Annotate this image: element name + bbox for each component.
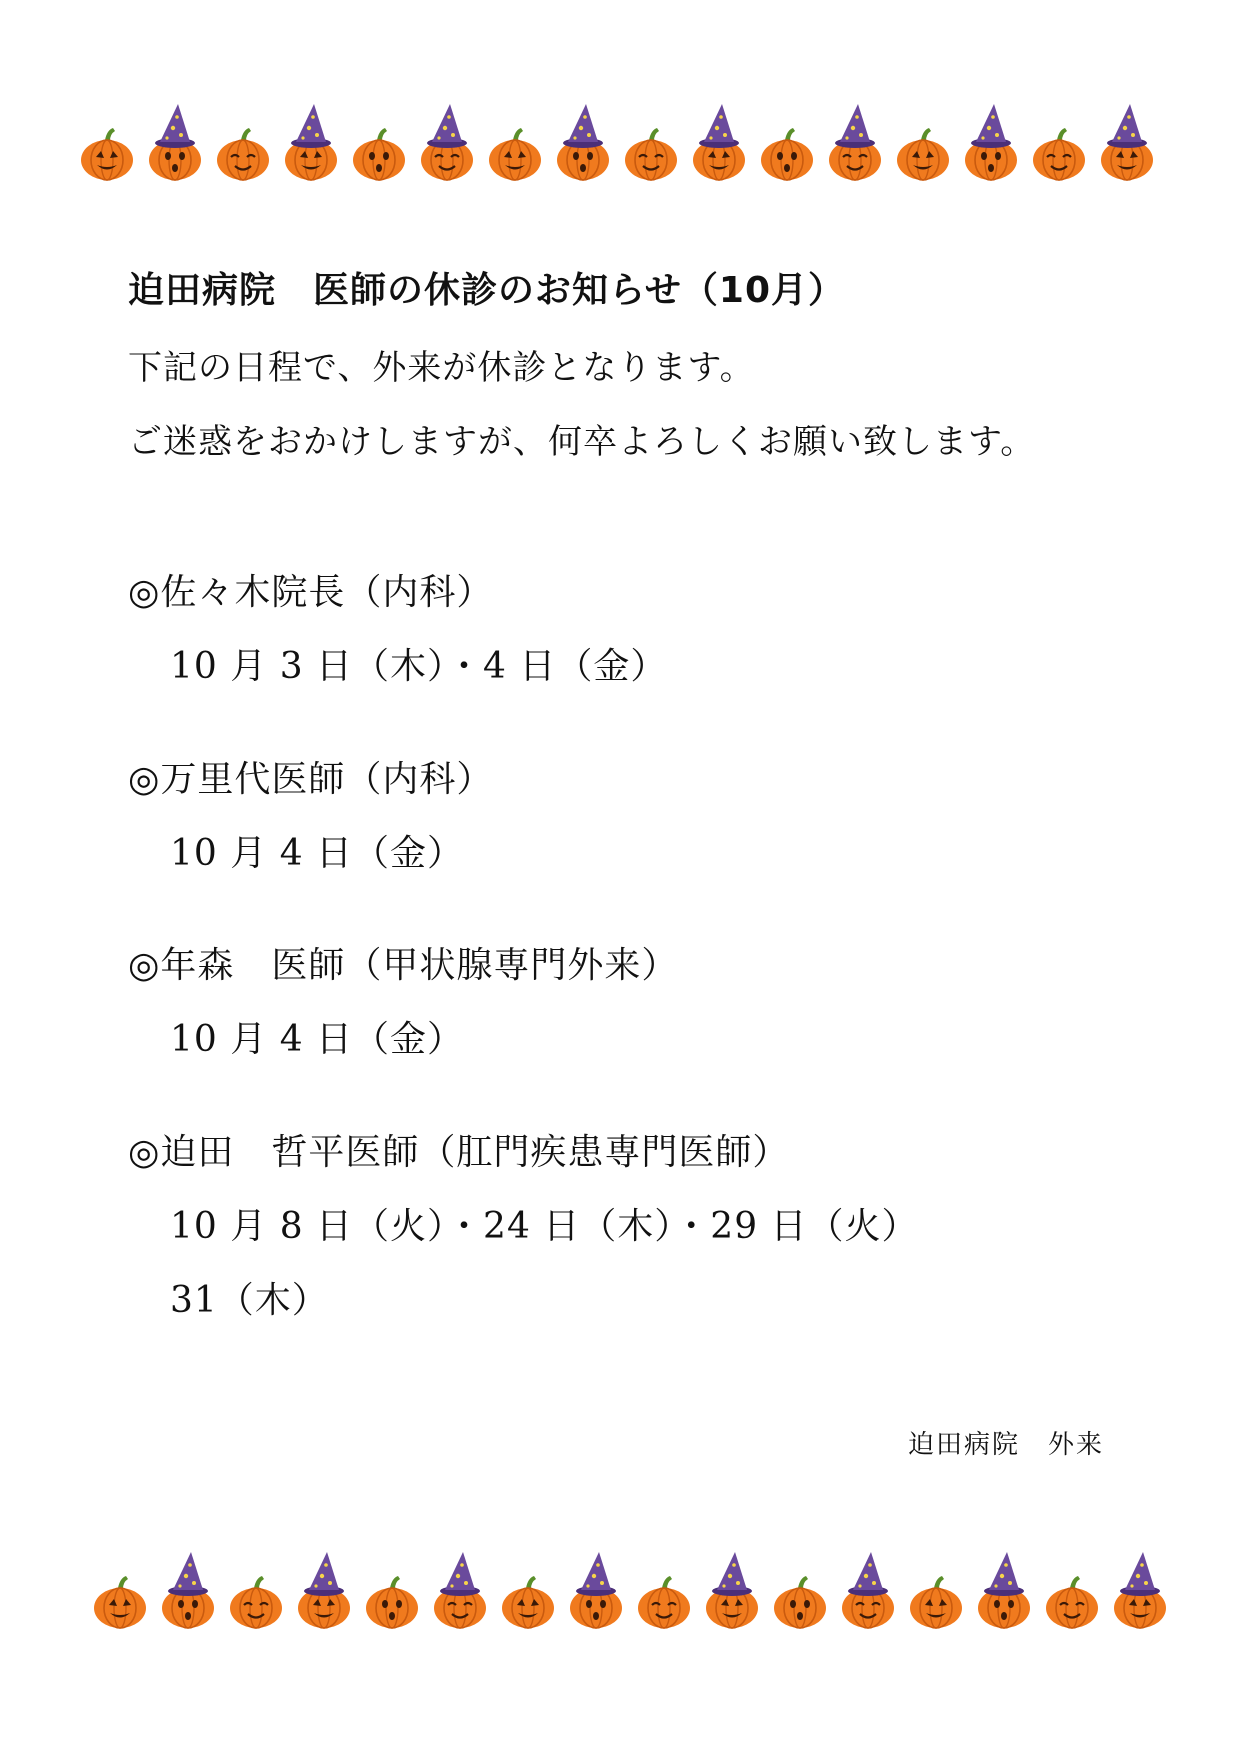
- doctor-sasaki-name: ◎佐々木院長（内科）: [128, 572, 494, 613]
- witch-hat-icon: [440, 1552, 480, 1596]
- doctor-sakoda-dates-line-1: 10 月 8 日（火）・24 日（木）・29 日（火）: [170, 1206, 919, 1247]
- witch-hat-icon: [155, 104, 195, 148]
- jack-o-lantern-icon: [94, 1576, 146, 1628]
- jack-o-lantern-icon: [693, 104, 745, 180]
- doctor-sakoda-dates-line-2: 31（木）: [170, 1280, 329, 1321]
- jack-o-lantern-icon: [298, 1552, 350, 1628]
- witch-hat-icon: [971, 104, 1011, 148]
- doctor-toshimori-dates: 10 月 4 日（金）: [170, 1019, 465, 1060]
- jack-o-lantern-icon: [1033, 128, 1085, 180]
- witch-hat-icon: [563, 104, 603, 148]
- top-pumpkin-border: [0, 100, 1241, 190]
- jack-o-lantern-icon: [366, 1576, 418, 1628]
- doctor-toshimori-name: ◎年森 医師（甲状腺専門外来）: [128, 945, 679, 986]
- jack-o-lantern-icon: [829, 104, 881, 180]
- jack-o-lantern-icon: [217, 128, 269, 180]
- jack-o-lantern-icon: [774, 1576, 826, 1628]
- pumpkin-row-bottom: [0, 1548, 1241, 1638]
- jack-o-lantern-icon: [502, 1576, 554, 1628]
- witch-hat-icon: [1107, 104, 1147, 148]
- jack-o-lantern-icon: [353, 128, 405, 180]
- jack-o-lantern-icon: [570, 1552, 622, 1628]
- jack-o-lantern-icon: [1046, 1576, 1098, 1628]
- jack-o-lantern-icon: [230, 1576, 282, 1628]
- intro-line-1: 下記の日程で、外来が休診となります。: [128, 348, 755, 388]
- doctor-sakoda-name: ◎迫田 哲平医師（肛門疾患専門医師）: [128, 1132, 790, 1173]
- witch-hat-icon: [304, 1552, 344, 1596]
- witch-hat-icon: [576, 1552, 616, 1596]
- jack-o-lantern-icon: [897, 128, 949, 180]
- intro-line-2: ご迷惑をおかけしますが、何卒よろしくお願い致します。: [128, 422, 1036, 462]
- witch-hat-icon: [712, 1552, 752, 1596]
- jack-o-lantern-icon: [434, 1552, 486, 1628]
- doctor-sasaki-dates: 10 月 3 日（木）・4 日（金）: [170, 646, 668, 687]
- jack-o-lantern-icon: [81, 128, 133, 180]
- jack-o-lantern-icon: [706, 1552, 758, 1628]
- doctor-mariyo-name: ◎万里代医師（内科）: [128, 759, 494, 800]
- witch-hat-icon: [291, 104, 331, 148]
- jack-o-lantern-icon: [638, 1576, 690, 1628]
- witch-hat-icon: [168, 1552, 208, 1596]
- jack-o-lantern-icon: [149, 104, 201, 180]
- jack-o-lantern-icon: [910, 1576, 962, 1628]
- jack-o-lantern-icon: [965, 104, 1017, 180]
- witch-hat-icon: [427, 104, 467, 148]
- doctor-mariyo-dates: 10 月 4 日（金）: [170, 833, 465, 874]
- jack-o-lantern-icon: [842, 1552, 894, 1628]
- jack-o-lantern-icon: [421, 104, 473, 180]
- witch-hat-icon: [835, 104, 875, 148]
- jack-o-lantern-icon: [162, 1552, 214, 1628]
- witch-hat-icon: [699, 104, 739, 148]
- witch-hat-icon: [848, 1552, 888, 1596]
- jack-o-lantern-icon: [1114, 1552, 1166, 1628]
- notice-title: 迫田病院 医師の休診のお知らせ（10月）: [128, 270, 846, 311]
- bottom-pumpkin-border: [0, 1548, 1241, 1638]
- jack-o-lantern-icon: [1101, 104, 1153, 180]
- jack-o-lantern-icon: [978, 1552, 1030, 1628]
- witch-hat-icon: [984, 1552, 1024, 1596]
- jack-o-lantern-icon: [625, 128, 677, 180]
- witch-hat-icon: [1120, 1552, 1160, 1596]
- pumpkin-row-top: [0, 100, 1241, 190]
- jack-o-lantern-icon: [761, 128, 813, 180]
- jack-o-lantern-icon: [557, 104, 609, 180]
- jack-o-lantern-icon: [285, 104, 337, 180]
- footer-signature: 迫田病院 外来: [908, 1430, 1105, 1460]
- jack-o-lantern-icon: [489, 128, 541, 180]
